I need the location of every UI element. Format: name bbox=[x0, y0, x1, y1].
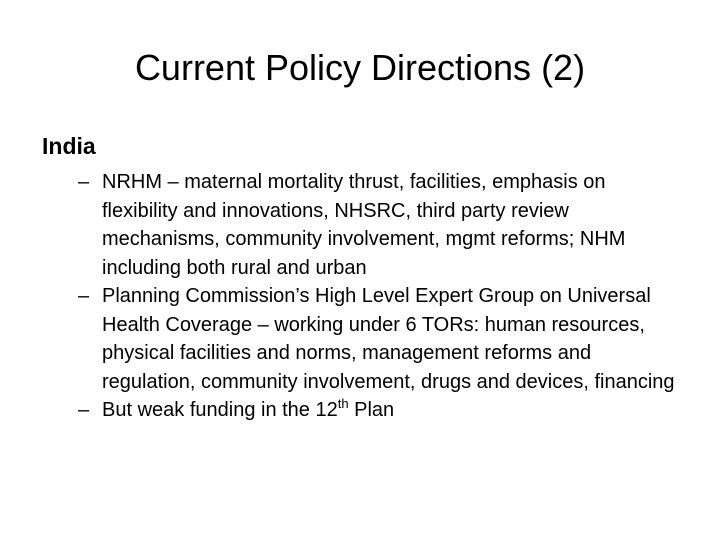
bullet-dash: – bbox=[78, 399, 90, 421]
bullet-text-before: But weak funding in the 12 bbox=[102, 399, 338, 421]
bullet-text-after: Plan bbox=[348, 399, 395, 421]
bullet-superscript: th bbox=[337, 396, 349, 411]
bullet-text: Planning Commission’s High Level Expert Group on Universal Health Coverage – working under 6 TORs: human resources, physical facilities and norms, management reforms and regulation, community involvement, drugs and devices, financing bbox=[102, 285, 675, 393]
bullet-item bbox=[78, 168, 678, 282]
slide-title: Current Policy Directions (2) bbox=[134, 47, 586, 88]
section-heading: India bbox=[42, 133, 96, 159]
bullet-list bbox=[78, 168, 678, 425]
bullet-dash: – bbox=[78, 171, 90, 193]
bullet-dash: – bbox=[78, 285, 90, 307]
bullet-item bbox=[78, 282, 678, 396]
bullet-item bbox=[78, 396, 678, 425]
bullet-text: NRHM – maternal mortality thrust, facilities, emphasis on flexibility and innovations, NHSRC, third party review mechanisms, community involvement, mgmt reforms; NHM including both rural and urban bbox=[102, 171, 626, 279]
